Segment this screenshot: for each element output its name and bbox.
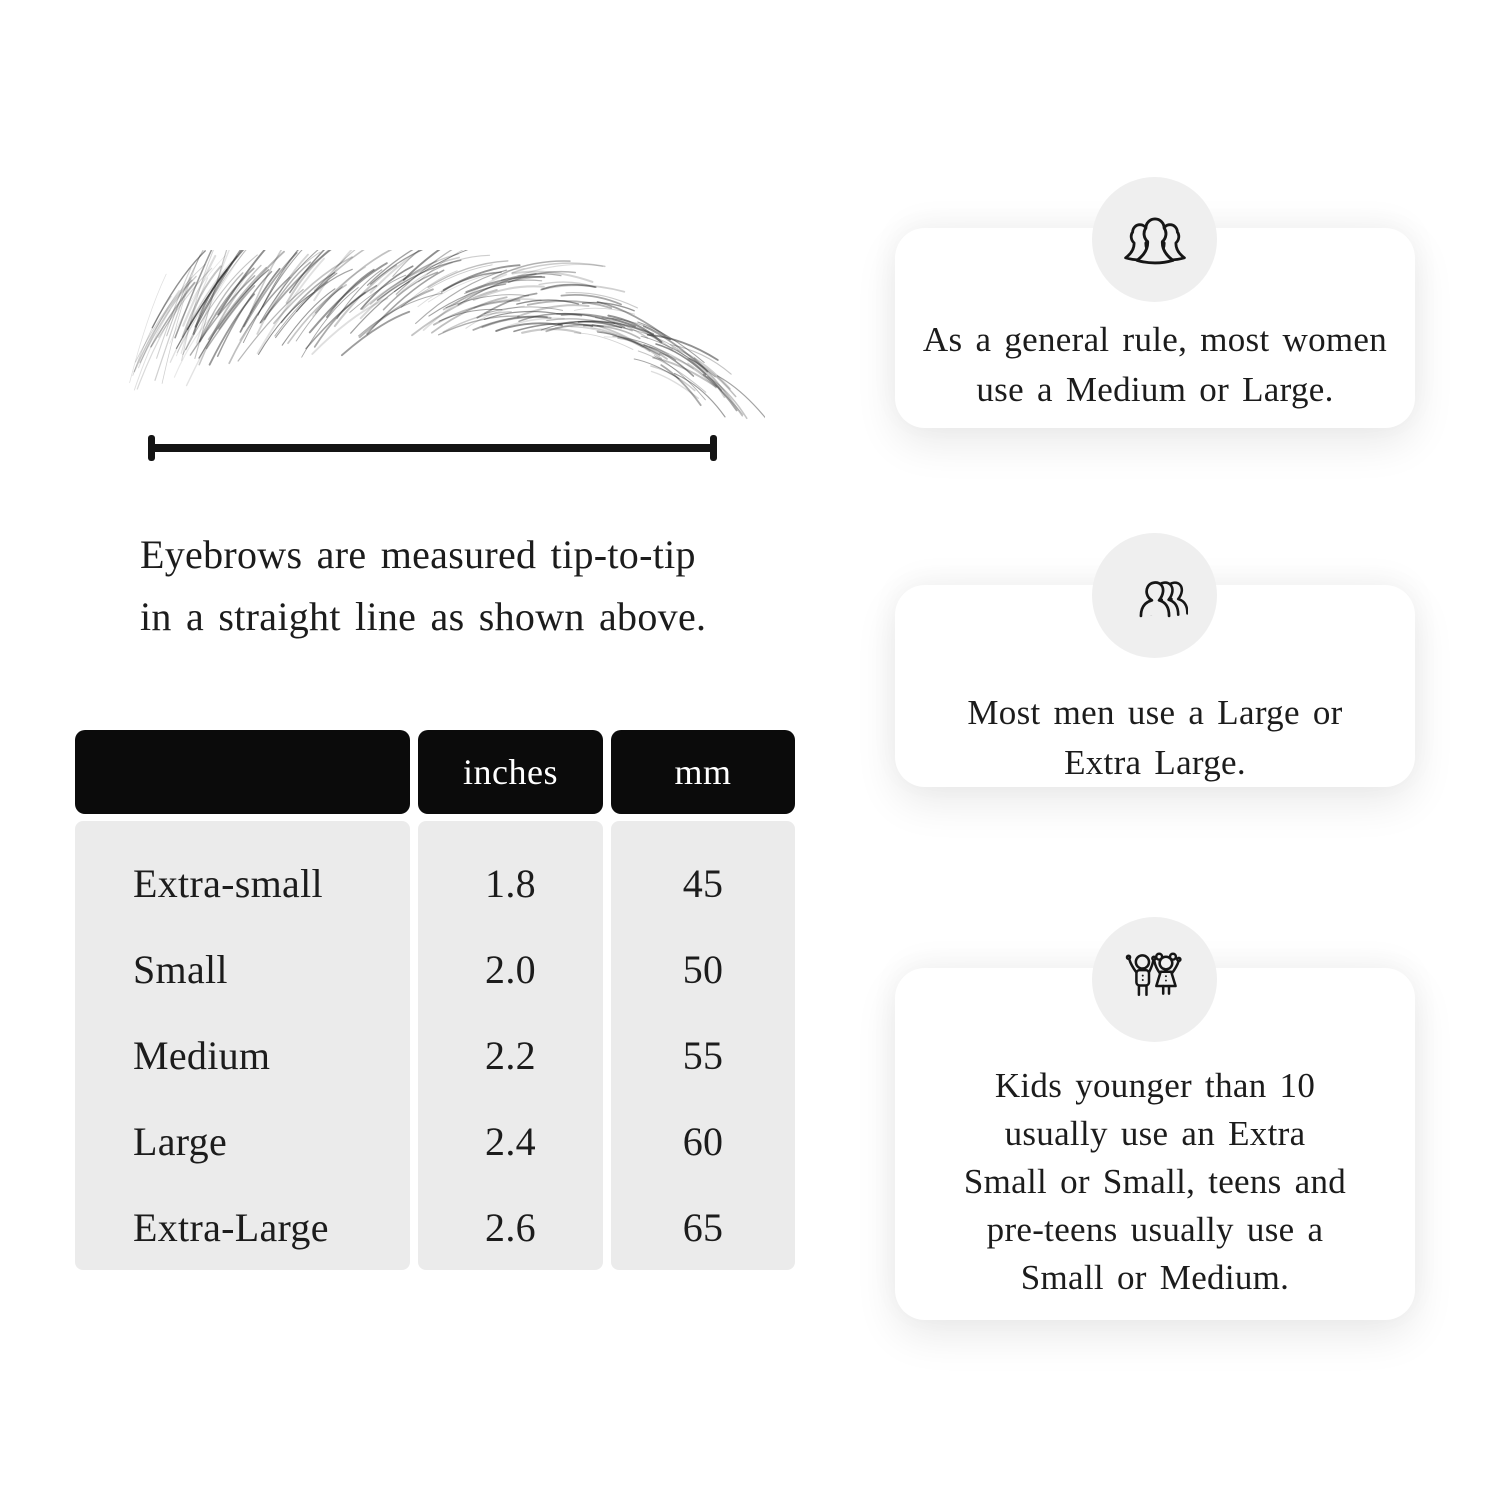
kids-icon-badge — [1092, 917, 1217, 1042]
header-inches-column: inches — [418, 730, 603, 814]
eyebrow-illustration — [115, 250, 765, 428]
women-group-icon — [1122, 211, 1188, 268]
caption-line-1: Eyebrows are measured tip-to-tip — [140, 532, 696, 577]
card-line: pre-teens usually use a — [986, 1210, 1324, 1249]
size-label: Extra-small — [133, 861, 323, 907]
measurement-caption — [140, 524, 706, 648]
men-group-icon — [1122, 567, 1188, 624]
mm-value: 55 — [682, 1032, 724, 1078]
card-line: Extra Large. — [1064, 743, 1246, 782]
header-size-column — [75, 730, 410, 814]
size-table-body — [75, 821, 795, 1270]
inches-value: 2.4 — [485, 1118, 536, 1164]
card-line: Kids younger than 10 — [994, 1066, 1316, 1105]
size-label-column — [75, 821, 410, 1270]
caption-line-2: in a straight line as shown above. — [140, 594, 707, 639]
inches-value: 2.6 — [485, 1204, 536, 1250]
men-icon-badge — [1092, 533, 1217, 658]
inches-value: 1.8 — [485, 861, 536, 907]
size-label: Medium — [133, 1032, 271, 1078]
mm-value: 60 — [682, 1118, 724, 1164]
inches-column — [418, 821, 603, 1270]
size-label: Extra-Large — [133, 1204, 329, 1250]
card-line: use a Medium or Large. — [976, 370, 1334, 409]
size-table — [75, 730, 795, 1270]
inches-value: 2.2 — [485, 1032, 536, 1078]
card-line: Small or Small, teens and — [963, 1162, 1347, 1201]
size-label: Large — [133, 1118, 228, 1164]
inches-value: 2.0 — [485, 947, 536, 993]
size-table-header — [75, 730, 795, 814]
header-mm-column: mm — [611, 730, 795, 814]
kids-icon — [1120, 946, 1190, 1014]
women-icon-badge — [1092, 177, 1217, 302]
mm-value: 50 — [682, 947, 724, 993]
mm-column — [611, 821, 795, 1270]
card-line: Small or Medium. — [1020, 1258, 1290, 1297]
card-line: As a general rule, most women — [922, 320, 1388, 359]
card-line: Most men use a Large or — [967, 693, 1343, 732]
mm-value: 65 — [682, 1204, 724, 1250]
card-line: usually use an Extra — [1004, 1114, 1306, 1153]
mm-value: 45 — [682, 861, 724, 907]
size-label: Small — [133, 947, 228, 993]
measurement-line — [149, 444, 716, 452]
